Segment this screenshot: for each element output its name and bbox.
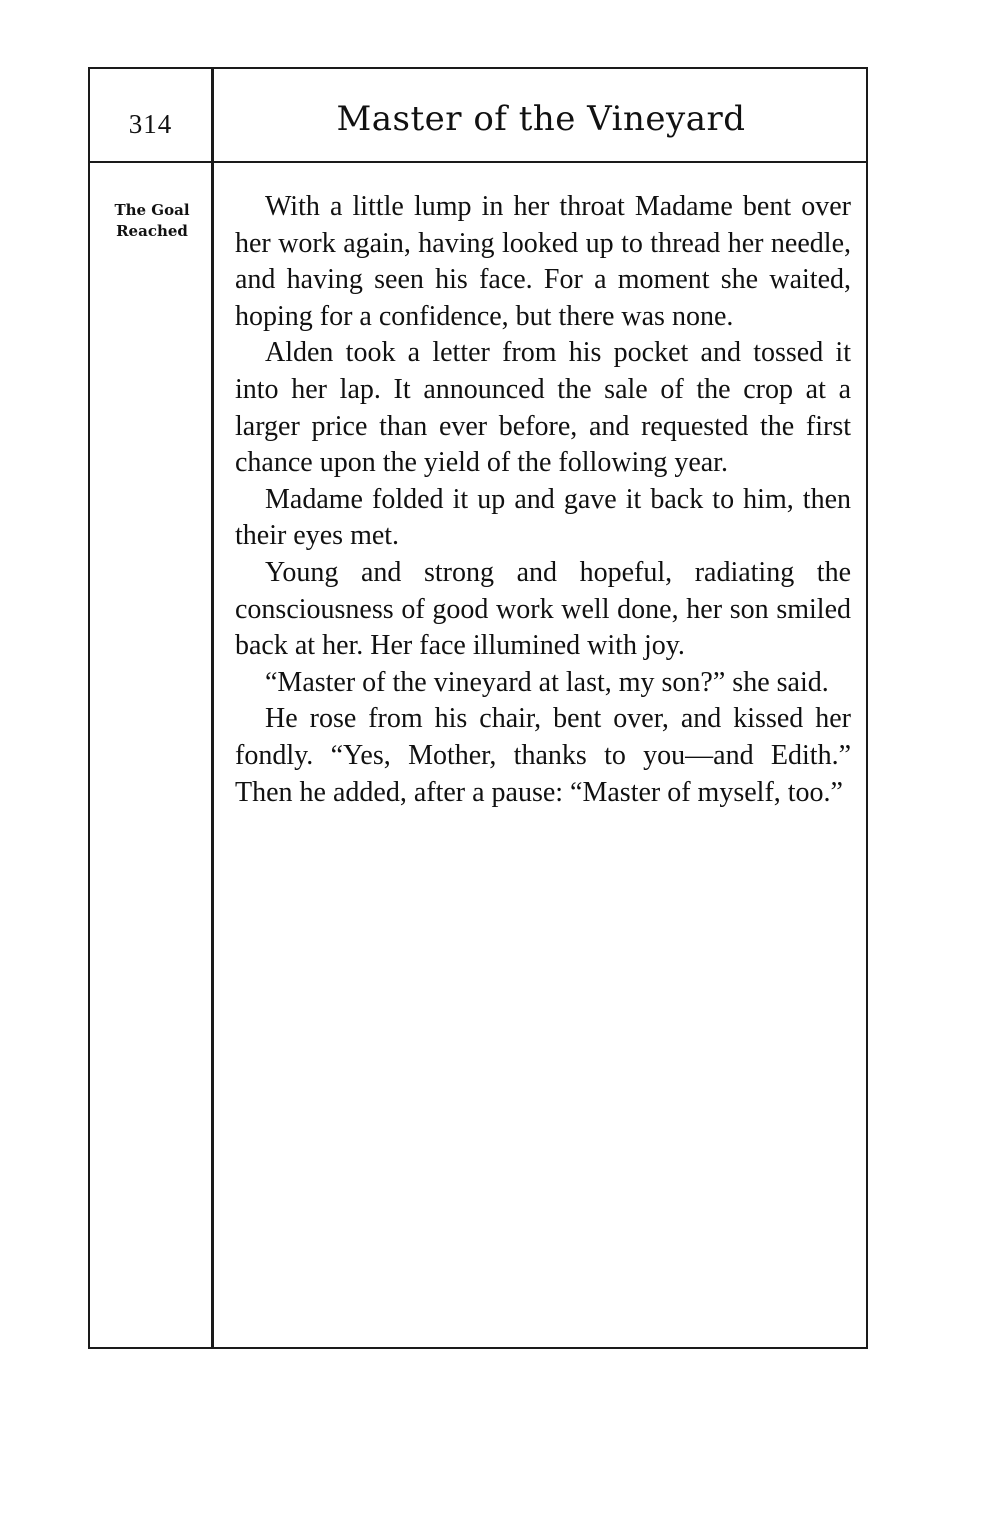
running-title: Master of the Vineyard — [336, 99, 746, 139]
margin-divider — [211, 69, 214, 1347]
margin-note-line-2: Reached — [116, 222, 188, 240]
paragraph: Madame folded it up and gave it back to him, then their eyes met. — [235, 483, 851, 552]
margin-note — [98, 200, 206, 242]
paragraph: Alden took a letter from his pocket and tossed it into her lap. It announced the sale of the crop at a larger price than ever before, and requested the first chance upon the yield of the following year. — [235, 337, 851, 479]
paragraph: He rose from his chair, bent over, and kissed her fondly. “Yes, Mother, thanks to you—and Edith.” Then he added, after a pause: “Master of myself, too.” — [235, 703, 851, 808]
body-text — [235, 189, 851, 811]
paragraph: With a little lump in her throat Madame bent over her work again, having looked up to thread her needle, and having seen his face. For a moment she waited, hoping for a confidence, but there was none. — [235, 191, 851, 332]
header-divider — [90, 161, 866, 163]
page-frame — [88, 67, 868, 1349]
margin-note-line-1: The Goal — [114, 201, 190, 219]
paragraph: Young and strong and hopeful, radiating the consciousness of good work well done, her son smiled back at her. Her face illumined with joy. — [235, 556, 851, 662]
paragraph: “Master of the vineyard at last, my son?” she said. — [265, 666, 829, 698]
page-number: 314 — [128, 109, 173, 139]
